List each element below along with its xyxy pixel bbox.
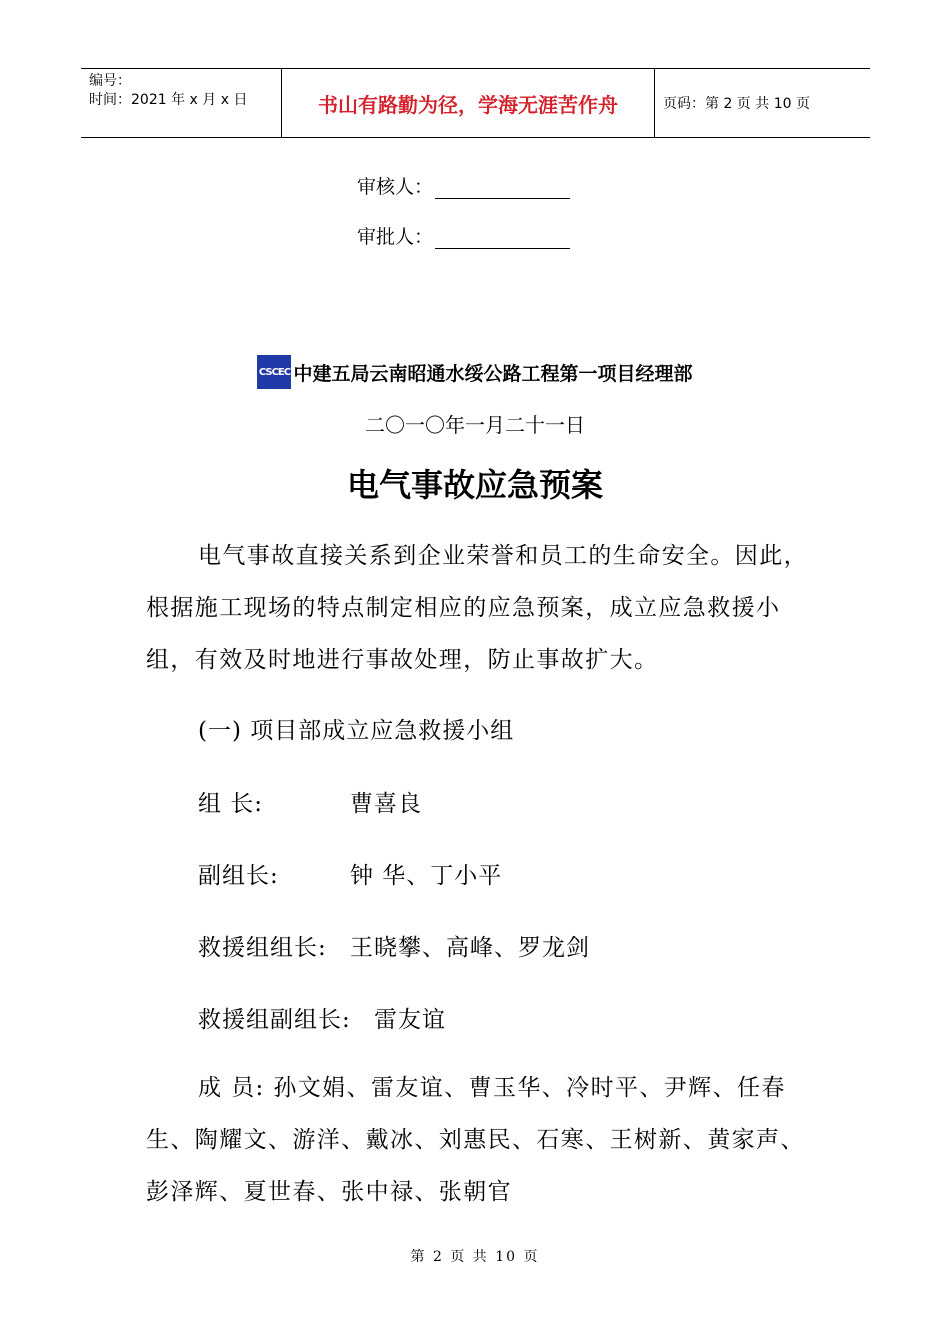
role-label: 组 长: — [198, 791, 264, 817]
members-text: 成 员: 孙文娟、雷友谊、曹玉华、冷时平、尹辉、任春生、陶耀文、游洋、戴冰、刘惠民、石寒、王树新、黄家声、彭泽辉、夏世春、张中禄、张朝官 — [146, 1075, 805, 1205]
role-value: 雷友谊 — [374, 1007, 446, 1033]
role-label: 救援组组长: — [198, 935, 327, 961]
motto: 书山有路勤为径，学海无涯苦作舟 — [281, 69, 655, 137]
section-heading: (一) 项目部成立应急救援小组 — [198, 718, 515, 744]
role-row — [198, 785, 422, 818]
organization — [0, 355, 950, 389]
document-title: 电气事故应急预案 — [346, 466, 603, 504]
members-paragraph — [146, 1062, 810, 1218]
time-label: 时间：2021 年 x 月 x 日 — [89, 92, 248, 108]
role-value: 王晓攀、高峰、罗龙剑 — [350, 935, 590, 961]
role-row — [198, 857, 503, 890]
reviewer-label: 审核人： — [357, 176, 434, 198]
document-date: 二〇一〇年一月二十一日 — [365, 413, 585, 437]
role-row — [198, 1001, 446, 1034]
approver-line — [435, 228, 570, 249]
intro-paragraph — [146, 530, 810, 686]
approver-signature — [357, 222, 570, 249]
organization-name: 中建五局云南昭通水绥公路工程第一项目经理部 — [293, 362, 693, 385]
reviewer-line — [435, 178, 570, 199]
page-info: 页码：第 2 页 共 10 页 — [663, 96, 810, 112]
header-table — [81, 68, 870, 138]
role-label: 救援组副组长: — [198, 1007, 351, 1033]
company-logo-icon: CSCEC — [257, 355, 291, 389]
role-value: 曹喜良 — [350, 791, 422, 817]
intro-text: 电气事故直接关系到企业荣誉和员工的生命安全。因此，根据施工现场的特点制定相应的应急预案，成立应急救援小组，有效及时地进行事故处理，防止事故扩大。 — [146, 543, 808, 673]
role-label: 副组长: — [198, 863, 279, 889]
number-label: 编号： — [89, 73, 131, 89]
header-left-cell — [81, 69, 281, 137]
role-value: 钟 华、丁小平 — [350, 863, 503, 889]
reviewer-signature — [357, 172, 570, 199]
approver-label: 审批人： — [357, 226, 434, 248]
page-footer: 第 2 页 共 10 页 — [410, 1249, 540, 1265]
role-row — [198, 929, 590, 962]
